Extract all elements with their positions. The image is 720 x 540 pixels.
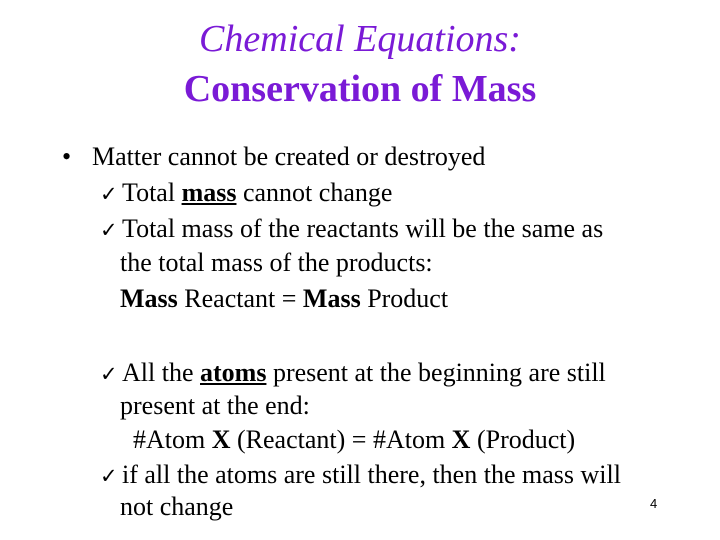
check-item-atoms-cont: present at the end:: [120, 391, 310, 420]
bullet-icon: •: [62, 142, 72, 171]
equation-term: X: [211, 425, 231, 454]
equation-term: Mass: [120, 284, 178, 313]
slide-title-line1: Chemical Equations:: [199, 18, 521, 60]
check-item-total-mass: [100, 177, 392, 210]
bullet-item-matter: [62, 141, 485, 173]
checkmark-icon: ✓: [100, 464, 118, 488]
emphasis-mass: mass: [181, 178, 237, 207]
checkmark-icon: ✓: [100, 362, 118, 386]
slide-title-line2: Conservation of Mass: [183, 68, 537, 110]
check-text: Total: [122, 178, 182, 207]
check-text: All the: [122, 358, 200, 387]
check-text: present at the beginning are still: [266, 358, 606, 387]
equation-text: #Atom: [133, 425, 212, 454]
equation-term: X: [451, 425, 471, 454]
check-text: if all the atoms are still there, then the mass will: [122, 460, 621, 489]
equation-text: (Reactant) = #Atom: [230, 425, 452, 454]
check-text: cannot change: [236, 178, 393, 207]
check-item-mass-unchanged: [100, 459, 621, 492]
equation-text: Product: [360, 284, 449, 313]
equation-atoms: [133, 424, 575, 456]
equation-text: Reactant =: [177, 284, 303, 313]
emphasis-atoms: atoms: [200, 358, 267, 387]
check-item-atoms: [100, 357, 606, 390]
equation-term: Mass: [302, 284, 361, 313]
equation-text: (Product): [470, 425, 576, 454]
check-item-reactants: [100, 213, 603, 246]
checkmark-icon: ✓: [100, 218, 118, 242]
page-number: 4: [650, 496, 658, 511]
equation-mass: [120, 283, 448, 315]
check-text: Total mass of the reactants will be the same as: [122, 214, 604, 243]
checkmark-icon: ✓: [100, 182, 118, 206]
check-item-mass-unchanged-cont: not change: [120, 492, 234, 521]
check-item-reactants-cont: the total mass of the products:: [120, 248, 433, 277]
bullet-text: Matter cannot be created or destroyed: [92, 142, 486, 171]
